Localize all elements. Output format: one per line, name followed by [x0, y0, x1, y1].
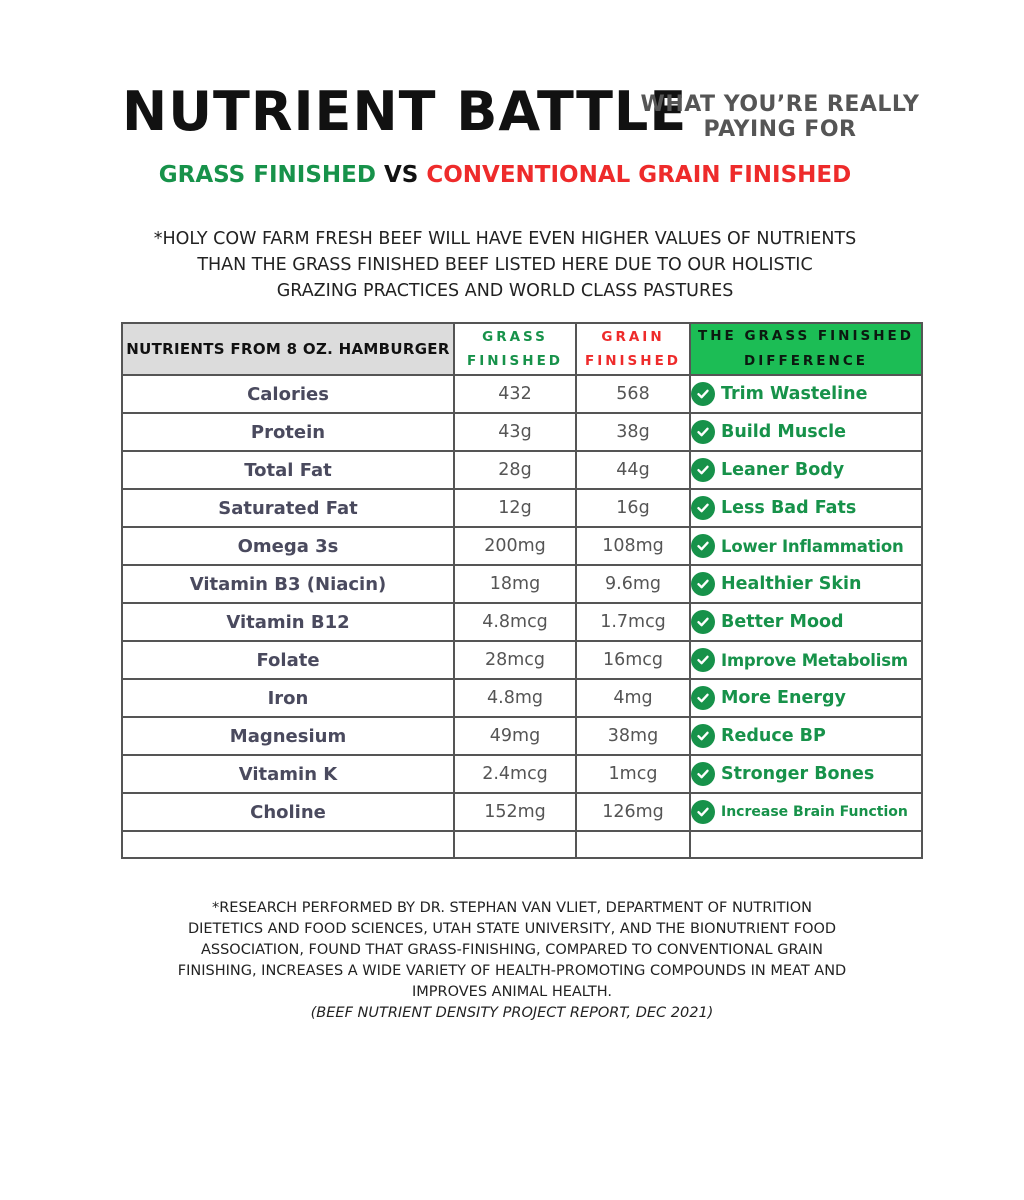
research-line: FINISHING, INCREASES A WIDE VARIETY OF HEALTH-PROMOTING COMPOUNDS IN MEAT AND — [177, 963, 847, 979]
farm-disclaimer — [0, 226, 1010, 304]
grass-finished-label: GRASS FINISHED — [158, 162, 376, 188]
check-circle-icon — [691, 534, 715, 558]
header-grain-finished — [576, 323, 690, 375]
grass-finished-value: 152mg — [454, 793, 576, 831]
grain-finished-value: 9.6mg — [576, 565, 690, 603]
grass-finished-value: 18mg — [454, 565, 576, 603]
research-line: *RESEARCH PERFORMED BY DR. STEPHAN VAN VLIET, DEPARTMENT OF NUTRITION — [211, 900, 813, 916]
table-row — [122, 451, 922, 489]
header-nutrient: NUTRIENTS FROM 8 OZ. HAMBURGER — [122, 323, 454, 375]
table-row — [122, 565, 922, 603]
nutrient-name: Omega 3s — [122, 527, 454, 565]
nutrient-name: Choline — [122, 793, 454, 831]
grass-finished-value: 28mcg — [454, 641, 576, 679]
disclaimer-line: *HOLY COW FARM FRESH BEEF WILL HAVE EVEN HIGHER VALUES OF NUTRIENTS — [153, 229, 857, 249]
grass-finished-value: 4.8mg — [454, 679, 576, 717]
vs-label: VS — [383, 162, 419, 188]
difference-cell — [690, 565, 922, 603]
nutrient-name: Saturated Fat — [122, 489, 454, 527]
table-row — [122, 375, 922, 413]
check-circle-icon — [691, 686, 715, 710]
grain-finished-value: 16mcg — [576, 641, 690, 679]
table-row — [122, 603, 922, 641]
nutrient-table — [121, 322, 923, 859]
table-row — [122, 793, 922, 831]
table-row — [122, 717, 922, 755]
subtitle-line-1: WHAT YOU’RE REALLY — [640, 92, 920, 117]
difference-label: Improve Metabolism — [721, 650, 908, 670]
grass-finished-value: 49mg — [454, 717, 576, 755]
nutrient-name: Vitamin B12 — [122, 603, 454, 641]
empty-table-row — [122, 831, 922, 858]
difference-label: Reduce BP — [721, 726, 826, 746]
grain-finished-value: 16g — [576, 489, 690, 527]
difference-label: Better Mood — [721, 612, 844, 632]
subtitle-line-2: PAYING FOR — [703, 117, 857, 142]
difference-cell — [690, 451, 922, 489]
difference-cell — [690, 755, 922, 793]
check-circle-icon — [691, 458, 715, 482]
difference-item — [691, 458, 921, 482]
grass-finished-value: 12g — [454, 489, 576, 527]
check-circle-icon — [691, 572, 715, 596]
difference-cell — [690, 679, 922, 717]
grass-finished-value: 4.8mcg — [454, 603, 576, 641]
difference-item — [691, 800, 921, 824]
grain-finished-value: 4mg — [576, 679, 690, 717]
difference-item — [691, 610, 921, 634]
difference-cell — [690, 413, 922, 451]
grain-finished-value: 1mcg — [576, 755, 690, 793]
table-body — [122, 375, 922, 858]
difference-item — [691, 382, 921, 406]
difference-cell — [690, 603, 922, 641]
nutrient-name: Vitamin B3 (Niacin) — [122, 565, 454, 603]
difference-cell — [690, 717, 922, 755]
difference-cell — [690, 375, 922, 413]
header-difference — [690, 323, 922, 375]
comparison-heading — [0, 160, 1010, 190]
difference-item — [691, 572, 921, 596]
research-line: ASSOCIATION, FOUND THAT GRASS-FINISHING, COMPARED TO CONVENTIONAL GRAIN — [200, 942, 823, 958]
table-row — [122, 489, 922, 527]
check-circle-icon — [691, 762, 715, 786]
difference-label: Increase Brain Function — [721, 804, 908, 820]
empty-cell — [454, 831, 576, 858]
research-note — [0, 898, 1024, 1024]
disclaimer-line: THAN THE GRASS FINISHED BEEF LISTED HERE DUE TO OUR HOLISTIC — [197, 255, 813, 275]
nutrient-name: Vitamin K — [122, 755, 454, 793]
header-diff-line-2: DIFFERENCE — [744, 353, 868, 369]
grain-finished-label: CONVENTIONAL GRAIN FINISHED — [426, 162, 852, 188]
check-circle-icon — [691, 648, 715, 672]
difference-item — [691, 496, 921, 520]
grain-finished-value: 126mg — [576, 793, 690, 831]
grain-finished-value: 568 — [576, 375, 690, 413]
grass-finished-value: 43g — [454, 413, 576, 451]
check-circle-icon — [691, 724, 715, 748]
nutrient-name: Iron — [122, 679, 454, 717]
research-line: IMPROVES ANIMAL HEALTH. — [412, 984, 612, 1000]
grass-finished-value: 200mg — [454, 527, 576, 565]
header-grass-line-1: GRASS — [482, 329, 548, 345]
difference-cell — [690, 489, 922, 527]
nutrient-name: Magnesium — [122, 717, 454, 755]
grass-finished-value: 432 — [454, 375, 576, 413]
table-row — [122, 641, 922, 679]
disclaimer-line: GRAZING PRACTICES AND WORLD CLASS PASTURES — [276, 281, 734, 301]
page-subtitle — [640, 92, 920, 142]
research-line: DIETETICS AND FOOD SCIENCES, UTAH STATE UNIVERSITY, AND THE BIONUTRIENT FOOD — [187, 921, 837, 937]
header-grass-finished — [454, 323, 576, 375]
difference-cell — [690, 641, 922, 679]
difference-label: Healthier Skin — [721, 574, 862, 594]
check-circle-icon — [691, 610, 715, 634]
difference-label: Less Bad Fats — [721, 498, 857, 518]
grain-finished-value: 1.7mcg — [576, 603, 690, 641]
difference-label: Stronger Bones — [721, 764, 875, 784]
grass-finished-value: 28g — [454, 451, 576, 489]
grain-finished-value: 38mg — [576, 717, 690, 755]
difference-label: Trim Wasteline — [721, 384, 868, 404]
table-row — [122, 527, 922, 565]
difference-item — [691, 724, 921, 748]
nutrient-name: Protein — [122, 413, 454, 451]
page-title: NUTRIENT BATTLE — [122, 80, 688, 143]
table-row — [122, 755, 922, 793]
difference-label: More Energy — [721, 688, 846, 708]
difference-cell — [690, 793, 922, 831]
header-grass-line-2: FINISHED — [466, 353, 563, 369]
check-circle-icon — [691, 420, 715, 444]
nutrient-name: Calories — [122, 375, 454, 413]
difference-cell — [690, 527, 922, 565]
grass-finished-value: 2.4mcg — [454, 755, 576, 793]
difference-item — [691, 534, 921, 558]
empty-cell — [122, 831, 454, 858]
research-citation: (BEEF NUTRIENT DENSITY PROJECT REPORT, DEC 2021) — [310, 1005, 714, 1021]
check-circle-icon — [691, 496, 715, 520]
table-header-row — [122, 323, 922, 375]
empty-cell — [690, 831, 922, 858]
difference-item — [691, 648, 921, 672]
difference-label: Lower Inflammation — [721, 536, 904, 556]
check-circle-icon — [691, 800, 715, 824]
empty-cell — [576, 831, 690, 858]
grain-finished-value: 38g — [576, 413, 690, 451]
header-grain-line-1: GRAIN — [601, 329, 665, 345]
grain-finished-value: 108mg — [576, 527, 690, 565]
header-diff-line-1: THE GRASS FINISHED — [698, 328, 914, 344]
check-circle-icon — [691, 382, 715, 406]
difference-item — [691, 686, 921, 710]
table-row — [122, 413, 922, 451]
table-row — [122, 679, 922, 717]
difference-label: Build Muscle — [721, 422, 846, 442]
header-grain-line-2: FINISHED — [584, 353, 681, 369]
nutrient-name: Folate — [122, 641, 454, 679]
grain-finished-value: 44g — [576, 451, 690, 489]
difference-label: Leaner Body — [721, 460, 845, 480]
difference-item — [691, 420, 921, 444]
difference-item — [691, 762, 921, 786]
nutrient-name: Total Fat — [122, 451, 454, 489]
